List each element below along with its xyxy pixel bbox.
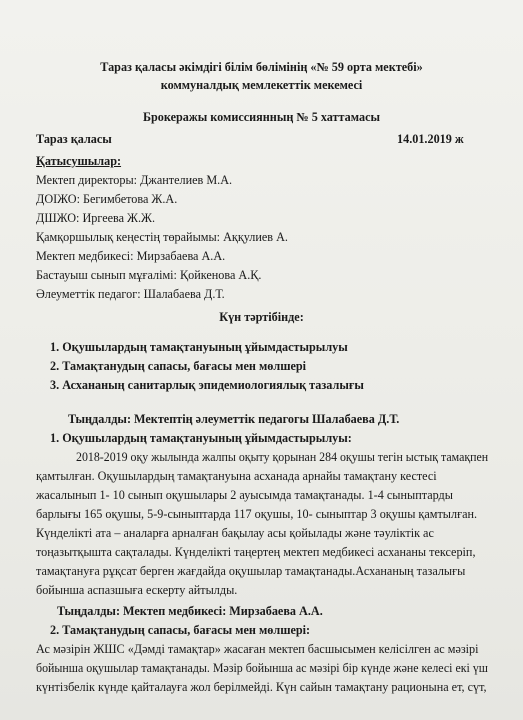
participant-item: Әлеуметтік педагог: Шалабаева Д.Т. — [36, 287, 225, 301]
participant-item: Бастауыш сынып мұғалімі: Қойкенова А.Қ. — [36, 268, 262, 282]
section2-line: бойынша оқушылар тамақтанады. Мәзір бойынша ас мәзірі бір күнде және келесі екі үш — [36, 661, 488, 675]
date: 14.01.2019 ж — [397, 132, 464, 146]
section1-topic: 1. Оқушылардың тамақтануының ұйымдастырылуы: — [50, 431, 352, 445]
section1-line: жасалынып 1- 10 сынып оқушылары 2 ауысымда тамақтанады. 1-4 сыныптарды — [36, 488, 453, 502]
agenda-item: 2. Тамақтанудың сапасы, бағасы мен мөлшері — [50, 359, 307, 373]
section2-line: күнтізбелік күнде қайталауға жол берілмейді. Күн сайын тамақтану рационына ет, сүт, — [36, 680, 487, 694]
section1-line: бойынша аспазшыға ескерту айтылды. — [36, 583, 238, 597]
section1-line: Күнделікті ата – аналарға арналған бақылау асы қойылады және тәуліктік ас — [36, 526, 434, 540]
agenda-heading: Күн тәртібінде: — [219, 310, 304, 324]
section1-line: қамтылған. Оқушылардың тамақтануына асханада арнайы тамақтану кестесі — [36, 469, 437, 483]
section2-speaker: Тыңдалды: Мектеп медбикесі: Мирзабаева А.А. — [57, 604, 323, 618]
section1-line: 2018-2019 оқу жылында жалпы оқыту қорынан 284 оқушы тегін ыстық тамақпен — [76, 450, 489, 464]
document-title: Брокеражы комиссиянның № 5 хаттамасы — [142, 110, 381, 124]
participant-item: Мектеп директоры: Джантелиев М.А. — [36, 173, 233, 187]
participant-item: ДШЖО: Иргеева Ж.Ж. — [36, 211, 155, 225]
participants-heading: Қатысушылар: — [36, 154, 122, 168]
city: Тараз қаласы — [36, 132, 112, 146]
participant-item: Мектеп медбикесі: Мирзабаева А.А. — [36, 249, 226, 263]
agenda-item: 1. Оқушылардың тамақтануының ұйымдастырылуы — [50, 340, 348, 354]
section1-speaker: Тыңдалды: Мектептің әлеуметтік педагогы Шалабаева Д.Т. — [68, 412, 400, 426]
section1-line: барлығы 165 оқушы, 5-9-сыныптарда 117 оқушы, 10- сыныптар 3 оқушы қамтылған. — [36, 507, 478, 521]
section2-line: Ас мәзірін ЖШС «Дәмді тамақтар» жасаған мектеп басшысымен келісілген ас мәзірі — [36, 642, 479, 656]
org-line-1: Тараз қаласы әкімдігі білім бөлімінің «№ 59 орта мектебі» — [100, 60, 423, 74]
participant-item: ДОІЖО: Бегимбетова Ж.А. — [36, 192, 178, 206]
section1-line: тамақтануға рұқсат берген жағдайда оқушылар тамақтанады.Асхананың тазалығы — [36, 564, 466, 578]
participant-item: Қамқоршылық кеңестің төрайымы: Аққулиев А. — [36, 230, 288, 244]
org-line-2: коммуналдық мемлекеттік мекемесі — [160, 78, 363, 92]
section2-topic: 2. Тамақтанудың сапасы, бағасы мен мөлшері: — [50, 623, 311, 637]
section1-line: тоңазытқышта сақталады. Күнделікті таңертең мектеп медбикесі асхананы тексеріп, — [36, 545, 476, 559]
agenda-item: 3. Асхананың санитарлық эпидемиологиялық тазалығы — [50, 378, 364, 392]
